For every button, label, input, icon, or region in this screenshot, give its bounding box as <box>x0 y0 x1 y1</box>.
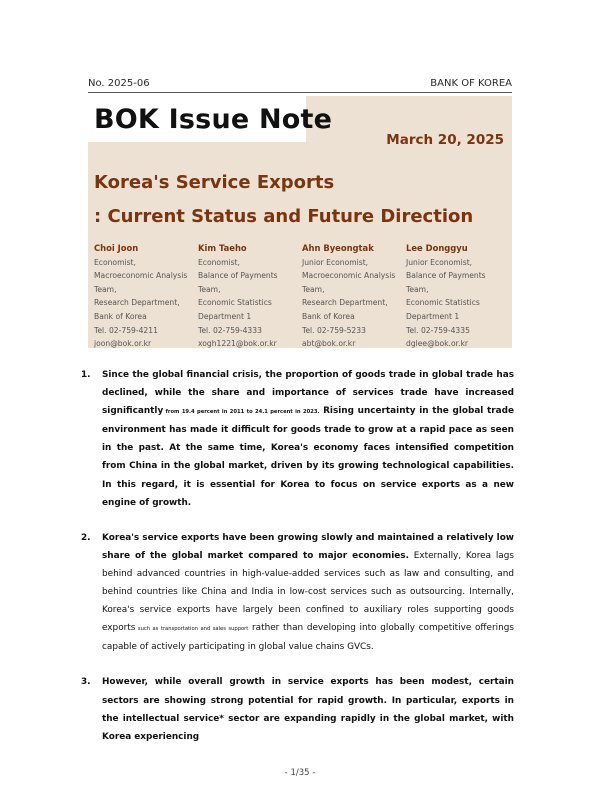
paragraph-number: 2. <box>81 532 91 543</box>
paragraph-2-rest: rather than developing into globally competitive offerings capable of actively participating in global value chains GVCs. <box>102 623 514 653</box>
author-detail: Economic Statistics <box>198 298 272 308</box>
authors-list <box>94 242 510 351</box>
author-detail: Bank of Korea <box>94 311 147 321</box>
author-name: Choi Joon <box>94 243 139 253</box>
paragraph-text <box>102 366 514 512</box>
organization-name: BANK OF KOREA <box>430 78 512 89</box>
paragraph-2-body: Externally, Korea lags behind advanced countries in high-value-added services such as law and consulting, and behind countries like China and India in low-cost services such as outsourcing. Internally, Korea's service exports have largely been confined to auxiliary roles supporting goods exports <box>102 550 514 634</box>
author-name: Ahn Byeongtak <box>302 243 374 253</box>
author-phone: Tel. 02-759-4335 <box>406 325 470 335</box>
paragraph-1-rest: Rising uncertainty in the global trade environment has made it difficult for goods trade to grow at a rapid pace as seen in the past. At the same time, Korea's economy faces intensified competition from China in the global market, driven by its growing technological capabilities. In this regard, it is essential for Korea to focus on service exports as a new engine of growth. <box>102 406 514 508</box>
paragraph-1 <box>78 366 514 512</box>
publication-date: March 20, 2025 <box>386 132 504 148</box>
paragraph-number: 3. <box>81 677 91 688</box>
author-detail: Economist, <box>94 257 136 267</box>
author-detail: Department 1 <box>406 311 460 321</box>
author-detail: Balance of Payments <box>198 271 278 281</box>
author-detail: Team, <box>94 284 117 294</box>
issue-number: No. 2025-06 <box>88 78 150 89</box>
author-detail: Research Department, <box>302 298 388 308</box>
author-detail: Economic Statistics <box>406 298 480 308</box>
author-card <box>198 242 302 351</box>
author-name: Lee Donggyu <box>406 243 468 253</box>
author-detail: Department 1 <box>198 311 252 321</box>
author-phone: Tel. 02-759-4211 <box>94 325 158 335</box>
headline <box>94 166 473 234</box>
author-email[interactable]: dglee@bok.or.kr <box>406 339 468 349</box>
title-block <box>88 96 512 348</box>
document-title: BOK Issue Note <box>94 104 333 135</box>
header-rule <box>88 92 512 93</box>
headline-line-2: : Current Status and Future Direction <box>94 206 474 227</box>
author-detail: Bank of Korea <box>302 311 355 321</box>
author-card <box>302 242 406 351</box>
author-detail: Economist, <box>198 257 240 267</box>
author-phone: Tel. 02-759-5233 <box>302 325 366 335</box>
page-number: - 1/35 - <box>284 768 316 778</box>
headline-line-1: Korea's Service Exports <box>94 172 335 193</box>
author-email[interactable]: joon@bok.or.kr <box>94 339 152 349</box>
author-detail: Team, <box>198 284 221 294</box>
author-email[interactable]: abt@bok.or.kr <box>302 339 356 349</box>
paragraph-1-lead: Since the global financial crisis, the proportion of goods trade in global trade has declined, while the share and importance of services trade have increased significantly <box>102 370 514 417</box>
paragraph-number: 1. <box>81 370 91 380</box>
author-card <box>94 242 198 351</box>
author-detail: Macroeconomic Analysis <box>94 271 188 281</box>
paragraph-1-note: from 19.4 percent in 2011 to 24.1 percent in 2023. <box>163 409 320 416</box>
author-card <box>406 242 510 351</box>
author-detail: Balance of Payments <box>406 271 486 281</box>
author-detail: Team, <box>302 284 325 294</box>
author-detail: Team, <box>406 284 429 294</box>
paragraph-3 <box>78 673 514 745</box>
paragraph-2 <box>78 529 514 657</box>
author-phone: Tel. 02-759-4333 <box>198 325 262 335</box>
paragraph-text <box>102 529 514 657</box>
body-text <box>78 366 514 763</box>
paragraph-2-lead: Korea's service exports have been growing slowly and maintained a relatively low share of the global market compared to major economies. <box>102 532 514 561</box>
author-detail: Junior Economist, <box>302 257 369 267</box>
author-name: Kim Taeho <box>198 243 247 253</box>
paragraph-2-note: such as transportation and sales support <box>135 626 249 633</box>
paragraph-text: However, while overall growth in service exports has been modest, certain sectors are showing strong potential for rapid growth. In particular, exports in the intellectual service* sector are expanding rapidly in the global market, with Korea experiencing <box>102 677 514 742</box>
author-detail: Research Department, <box>94 298 180 308</box>
author-email[interactable]: xogh1221@bok.or.kr <box>198 339 277 349</box>
author-detail: Macroeconomic Analysis <box>302 271 396 281</box>
author-detail: Junior Economist, <box>406 257 473 267</box>
